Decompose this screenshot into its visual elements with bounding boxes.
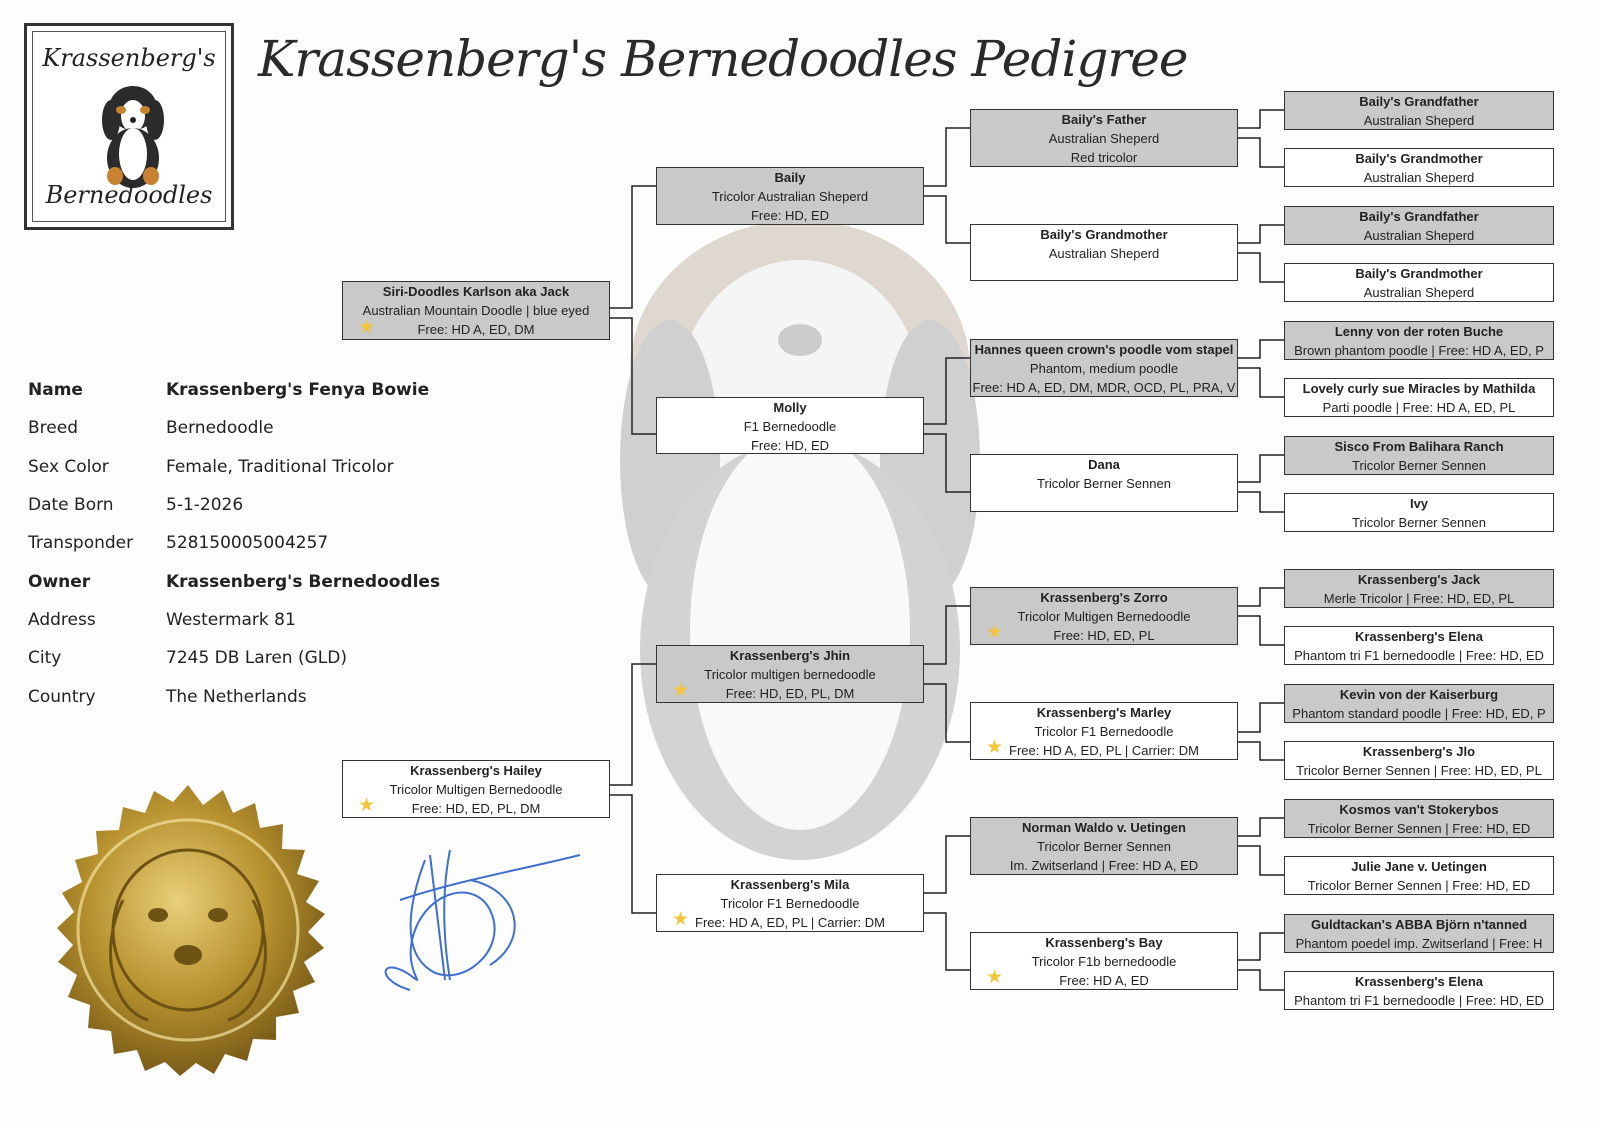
dog-detail: Phantom tri F1 bernedoodle | Free: HD, ED	[1294, 648, 1544, 663]
dog-name: Norman Waldo v. Uetingen	[1022, 820, 1186, 835]
pedigree-gen4-box	[1284, 493, 1554, 532]
info-value: The Netherlands	[166, 687, 307, 707]
dog-detail: Tricolor Multigen Bernedoodle	[1017, 609, 1191, 624]
dog-name: Baily's Grandfather	[1359, 209, 1479, 224]
dog-name: Krassenberg's Elena	[1354, 974, 1484, 989]
dog-name: Baily's Grandmother	[1355, 266, 1483, 281]
dog-detail: Parti poodle | Free: HD A, ED, PL	[1322, 400, 1516, 415]
pedigree-gen3-box	[970, 454, 1238, 512]
pedigree-gen3-box	[970, 109, 1238, 167]
star-icon: ★	[358, 795, 376, 816]
pedigree-gen3-box	[970, 587, 1238, 645]
pedigree-gen4-box	[1284, 569, 1554, 608]
pedigree-gen4-box	[1284, 148, 1554, 187]
star-icon: ★	[672, 909, 690, 930]
dog-health: Free: HD, ED, PL, DM	[411, 801, 541, 816]
dog-name: Krassenberg's Jlo	[1362, 744, 1476, 759]
pedigree-sire	[342, 281, 610, 340]
dog-detail: Phantom, medium poodle	[1029, 361, 1179, 376]
dog-health: Free: HD, ED, PL	[1053, 628, 1155, 643]
star-icon: ★	[986, 737, 1004, 758]
pedigree-gen3-box	[970, 224, 1238, 281]
pedigree-gen4-box	[1284, 263, 1554, 302]
pedigree-gen2-box	[656, 397, 924, 454]
dog-name: Sisco From Balihara Ranch	[1334, 439, 1504, 454]
dog-health: Im. Zwitserland | Free: HD A, ED	[1009, 858, 1199, 873]
info-label: Transponder	[28, 533, 134, 553]
info-label: Address	[28, 610, 96, 630]
dog-detail: Australian Sheperd	[1048, 131, 1160, 146]
dog-detail: Merle Tricolor | Free: HD, ED, PL	[1323, 591, 1515, 606]
page-title: Krassenberg's Bernedoodles Pedigree	[258, 30, 1188, 88]
dog-health: Free: HD A, ED, DM	[417, 322, 535, 337]
pedigree-gen4-box	[1284, 91, 1554, 130]
dog-health: Free: HD, ED	[750, 438, 829, 453]
pedigree-gen4-box	[1284, 626, 1554, 665]
pedigree-gen4-box	[1284, 741, 1554, 780]
dog-name: Siri-Doodles Karlson aka Jack	[382, 284, 570, 299]
dog-name: Baily's Grandmother	[1355, 151, 1483, 166]
info-value: 7245 DB Laren (GLD)	[166, 648, 347, 668]
dog-detail: Tricolor Berner Sennen	[1352, 515, 1486, 530]
dog-name: Baily	[774, 170, 806, 185]
pedigree-gen3-box	[970, 339, 1238, 397]
dog-detail: Australian Sheperd	[1363, 170, 1475, 185]
dog-detail: Tricolor multigen bernedoodle	[704, 667, 876, 682]
pedigree-gen4-box	[1284, 206, 1554, 245]
logo-top-text: Krassenberg's	[42, 44, 216, 72]
info-label: City	[28, 648, 62, 668]
info-label: Date Born	[28, 495, 114, 515]
dog-health: Free: HD A, ED, PL | Carrier: DM	[1009, 743, 1199, 758]
pedigree-gen4-box	[1284, 799, 1554, 838]
dog-name: Kosmos van't Stokerybos	[1339, 802, 1499, 817]
dog-name: Guldtackan's ABBA Björn n'tanned	[1310, 917, 1528, 932]
dog-health: Free: HD, ED, PL, DM	[725, 686, 855, 701]
pedigree-gen3-box	[970, 817, 1238, 875]
dog-name: Baily's Grandfather	[1359, 94, 1479, 109]
star-icon: ★	[986, 967, 1004, 988]
info-value: Female, Traditional Tricolor	[166, 457, 394, 477]
pedigree-gen4-box	[1284, 856, 1554, 895]
dog-detail: Tricolor Australian Sheperd	[711, 189, 869, 204]
gold-seal-icon	[38, 780, 338, 1080]
info-label: Country	[28, 687, 96, 707]
pedigree-gen4-box	[1284, 436, 1554, 475]
dog-detail: Tricolor Berner Sennen | Free: HD, ED, PL	[1296, 763, 1542, 778]
dog-name: Krassenberg's Zorro	[1040, 590, 1168, 605]
dog-detail: Australian Sheperd	[1048, 246, 1160, 261]
dog-detail: Australian Mountain Doodle | blue eyed	[362, 303, 590, 318]
dog-detail: F1 Bernedoodle	[743, 419, 837, 434]
dog-health: Free: HD A, ED, DM, MDR, OCD, PL, PRA, V	[972, 380, 1236, 395]
info-value: 5-1-2026	[166, 495, 244, 515]
star-icon: ★	[672, 680, 690, 701]
info-label: Sex Color	[28, 457, 109, 477]
pedigree-gen4-box	[1284, 321, 1554, 360]
dog-detail: Phantom tri F1 bernedoodle | Free: HD, ED	[1294, 993, 1544, 1008]
dog-name: Krassenberg's Jhin	[729, 648, 851, 663]
info-label: Owner	[28, 572, 91, 592]
signature-image	[370, 840, 590, 1000]
pedigree-gen4-box	[1284, 914, 1554, 953]
dog-name: Julie Jane v. Uetingen	[1351, 859, 1487, 874]
dog-name: Molly	[773, 400, 807, 415]
pedigree-gen3-box	[970, 932, 1238, 990]
info-value: Bernedoodle	[166, 418, 274, 438]
dog-detail: Tricolor Berner Sennen	[1037, 839, 1171, 854]
dog-name: Kevin von der Kaiserburg	[1339, 687, 1499, 702]
pedigree-gen3-box	[970, 702, 1238, 760]
dog-name: Lovely curly sue Miracles by Mathilda	[1302, 381, 1536, 396]
star-icon: ★	[358, 317, 376, 338]
pedigree-gen2-box	[656, 645, 924, 703]
dog-detail: Tricolor Berner Sennen	[1037, 476, 1171, 491]
dog-name: Lenny von der roten Buche	[1334, 324, 1504, 339]
dog-name: Krassenberg's Marley	[1036, 705, 1172, 720]
dog-detail: Tricolor Berner Sennen	[1352, 458, 1486, 473]
dog-detail: Red tricolor	[1070, 150, 1138, 165]
dog-name: Krassenberg's Hailey	[410, 763, 542, 778]
dog-name: Baily's Grandmother	[1040, 227, 1168, 242]
dog-detail: Tricolor Berner Sennen | Free: HD, ED	[1307, 821, 1531, 836]
logo-bottom-text: Bernedoodles	[45, 181, 213, 209]
info-value: Krassenberg's Bernedoodles	[166, 572, 441, 592]
dog-name: Dana	[1088, 457, 1120, 472]
dog-name: Hannes queen crown's poodle vom stapel	[974, 342, 1234, 357]
dog-name: Krassenberg's Mila	[730, 877, 850, 892]
dog-detail: Tricolor F1b bernedoodle	[1031, 954, 1177, 969]
dog-name: Krassenberg's Elena	[1354, 629, 1484, 644]
dog-health: Free: HD A, ED, PL | Carrier: DM	[695, 915, 885, 930]
dog-detail: Tricolor Berner Sennen | Free: HD, ED	[1307, 878, 1531, 893]
dog-detail: Tricolor F1 Bernedoodle	[1034, 724, 1174, 739]
dog-detail: Brown phantom poodle | Free: HD A, ED, P	[1294, 343, 1544, 358]
info-value: Krassenberg's Fenya Bowie	[166, 380, 430, 400]
dog-detail: Tricolor F1 Bernedoodle	[720, 896, 860, 911]
dog-detail: Australian Sheperd	[1363, 285, 1475, 300]
dog-detail: Australian Sheperd	[1363, 113, 1475, 128]
info-value: 528150005004257	[166, 533, 329, 553]
info-label: Breed	[28, 418, 78, 438]
pedigree-gen2-box	[656, 874, 924, 932]
dog-detail: Phantom standard poodle | Free: HD, ED, P	[1292, 706, 1546, 721]
pedigree-gen4-box	[1284, 378, 1554, 417]
dog-name: Baily's Father	[1061, 112, 1147, 127]
dog-detail: Australian Sheperd	[1363, 228, 1475, 243]
dog-detail: Tricolor Multigen Bernedoodle	[389, 782, 563, 797]
dog-detail: Phantom poedel imp. Zwitserland | Free: H	[1295, 936, 1543, 951]
pedigree-dam	[342, 760, 610, 818]
dog-name: Krassenberg's Bay	[1045, 935, 1163, 950]
pedigree-gen4-box	[1284, 684, 1554, 723]
pedigree-gen4-box	[1284, 971, 1554, 1010]
dog-health: Free: HD, ED	[750, 208, 829, 223]
info-label: Name	[28, 380, 83, 400]
dog-health: Free: HD A, ED	[1059, 973, 1149, 988]
info-value: Westermark 81	[166, 610, 296, 630]
dog-name: Krassenberg's Jack	[1357, 572, 1481, 587]
star-icon: ★	[986, 622, 1004, 643]
pedigree-gen2-box	[656, 167, 924, 225]
dog-name: Ivy	[1409, 496, 1429, 511]
